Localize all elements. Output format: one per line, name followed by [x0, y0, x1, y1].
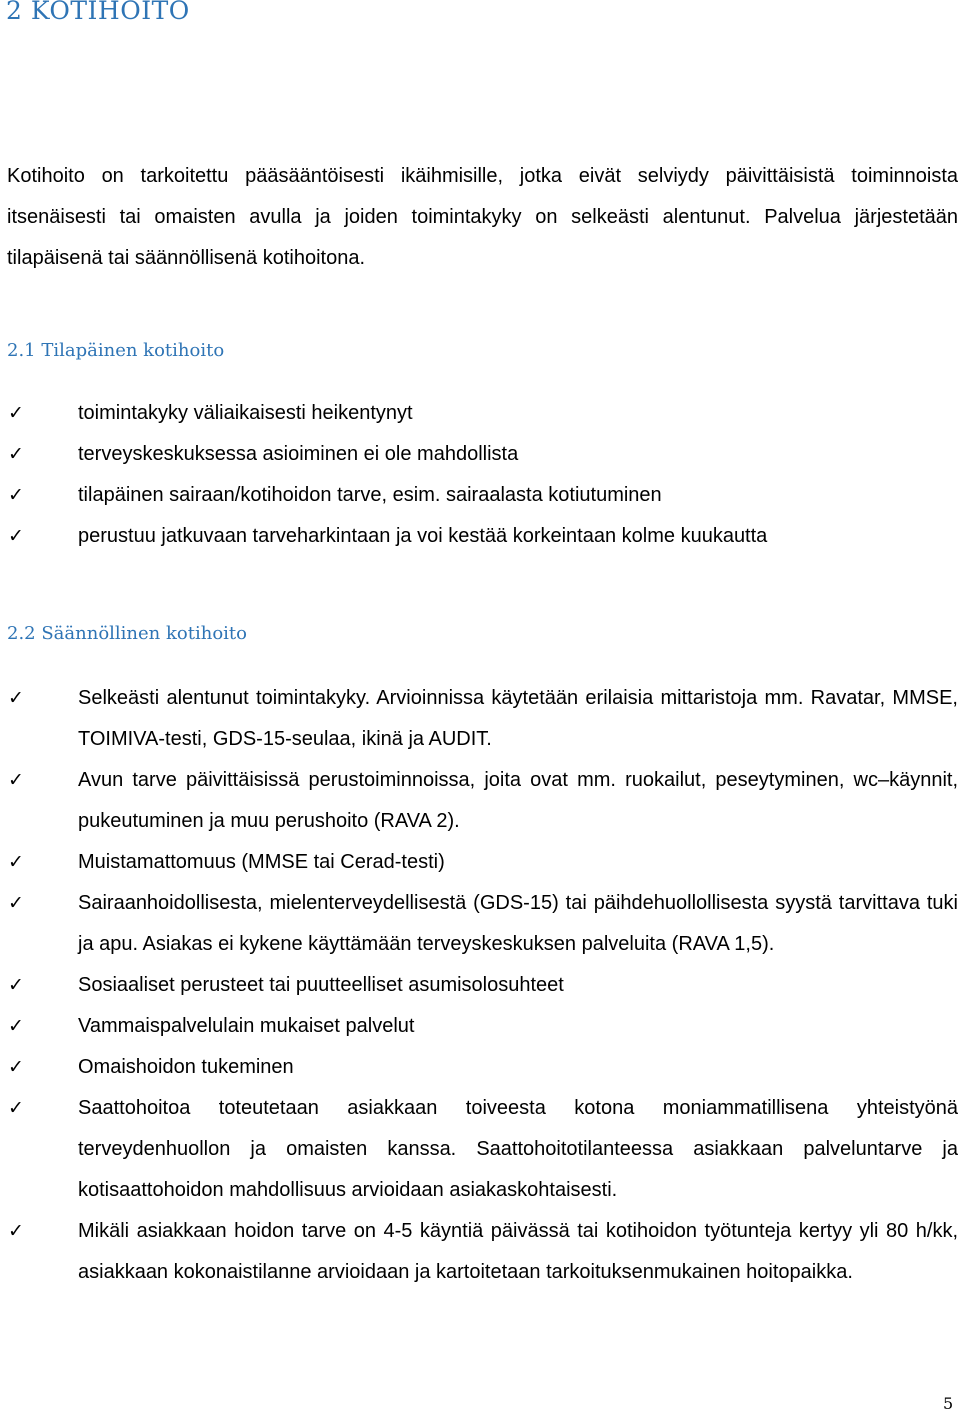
checkmark-icon: ✓ [8, 1097, 24, 1119]
checklist-saannollinen [7, 678, 958, 1293]
checklist-tilapainen [7, 393, 958, 557]
list-item: ✓ tilapäinen sairaan/kotihoidon tarve, esim. sairaalasta kotiutuminen [7, 475, 958, 516]
section-heading-saannollinen: 2.2 Säännöllinen kotihoito [7, 623, 247, 644]
intro-paragraph: Kotihoito on tarkoitettu pääsääntöisesti ikäihmisille, jotka eivät selviydy päivittäisistä toiminnoista itsenäisesti tai omaisten avulla ja joiden toimintakyky on selkeästi alentunut. Palvelua järjestetään tilapäisenä tai säännöllisenä kotihoitona. [7, 165, 958, 269]
checkmark-icon: ✓ [8, 525, 24, 547]
list-item: ✓ Selkeästi alentunut toimintakyky. Arvioinnissa käytetään erilaisia mittaristoja mm. Ravatar, MMSE, TOIMIVA-testi, GDS-15-seulaa, ikinä ja AUDIT. [7, 678, 958, 760]
list-item: ✓ toimintakyky väliaikaisesti heikentynyt [7, 393, 958, 434]
list-item: ✓ Sosiaaliset perusteet tai puutteelliset asumisolosuhteet [7, 965, 958, 1006]
page-number: 5 [943, 1394, 954, 1413]
list-item: ✓ Sairaanhoidollisesta, mielenterveydellisestä (GDS-15) tai päihdehuollollisesta syystä tarvittava tuki ja apu. Asiakas ei kykene käyttämään terveyskeskuksen palveluita (RAVA 1,5). [7, 883, 958, 965]
list-item: ✓ terveyskeskuksessa asioiminen ei ole mahdollista [7, 434, 958, 475]
checkmark-icon: ✓ [8, 687, 24, 709]
checkmark-icon: ✓ [8, 1056, 24, 1078]
list-item: ✓ Omaishoidon tukeminen [7, 1047, 958, 1088]
checkmark-icon: ✓ [8, 892, 24, 914]
checkmark-icon: ✓ [8, 1220, 24, 1242]
checkmark-icon: ✓ [8, 443, 24, 465]
checkmark-icon: ✓ [8, 851, 24, 873]
section-heading-tilapainen: 2.1 Tilapäinen kotihoito [7, 340, 225, 361]
list-item: ✓ Vammaispalvelulain mukaiset palvelut [7, 1006, 958, 1047]
checkmark-icon: ✓ [8, 769, 24, 791]
list-item: ✓ perustuu jatkuvaan tarveharkintaan ja voi kestää korkeintaan kolme kuukautta [7, 516, 958, 557]
list-item: ✓ Mikäli asiakkaan hoidon tarve on 4-5 käyntiä päivässä tai kotihoidon työtunteja kertyy yli 80 h/kk, asiakkaan kokonaistilanne arvioidaan ja kartoitetaan tarkoituksenmukainen hoitopaikka. [7, 1211, 958, 1293]
list-item: ✓ Avun tarve päivittäisissä perustoiminnoissa, joita ovat mm. ruokailut, peseytyminen, wc–käynnit, pukeutuminen ja muu perushoito (RAVA 2). [7, 760, 958, 842]
list-item: ✓ Muistamattomuus (MMSE tai Cerad-testi) [7, 842, 958, 883]
checkmark-icon: ✓ [8, 402, 24, 424]
page-heading: 2 KOTIHOITO [6, 0, 190, 25]
checkmark-icon: ✓ [8, 484, 24, 506]
checkmark-icon: ✓ [8, 1015, 24, 1037]
list-item: ✓ Saattohoitoa toteutetaan asiakkaan toiveesta kotona moniammatillisena yhteistyönä terveydenhuollon ja omaisten kanssa. Saattohoitotilanteessa asiakkaan palveluntarve ja kotisaattohoidon mahdollisuus arvioidaan asiakaskohtaisesti. [7, 1088, 958, 1211]
checkmark-icon: ✓ [8, 974, 24, 996]
